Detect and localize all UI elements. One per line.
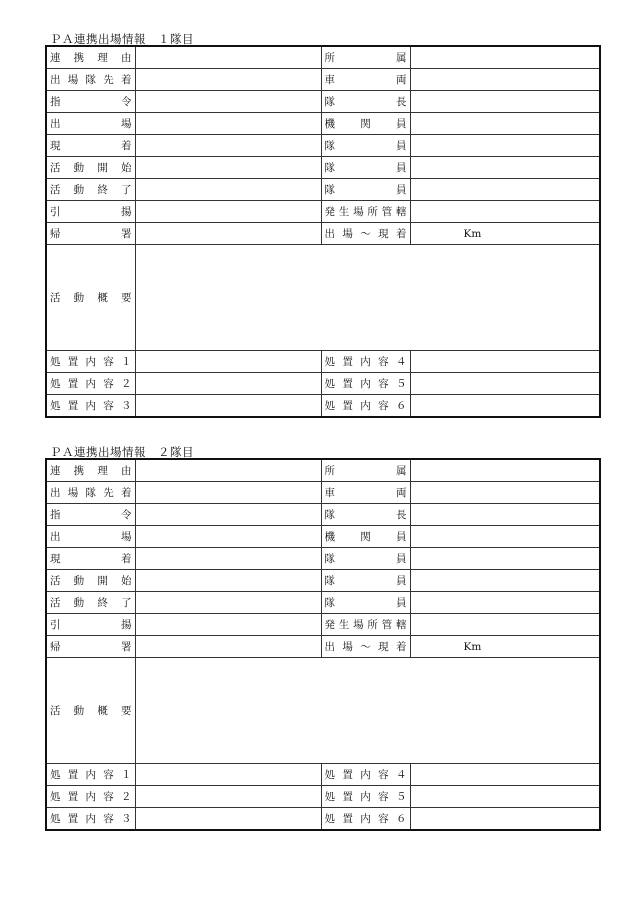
value-field[interactable]	[410, 201, 600, 223]
row-label: 活動終了	[46, 179, 135, 201]
value-field[interactable]	[410, 592, 600, 614]
treatment-row	[46, 764, 600, 786]
treatment-label: 処置内容６	[321, 395, 410, 418]
row-label: 隊員	[321, 179, 410, 201]
value-field[interactable]	[135, 135, 321, 157]
value-field[interactable]	[135, 808, 321, 831]
value-field[interactable]	[135, 459, 321, 482]
value-field[interactable]	[410, 113, 600, 135]
value-field[interactable]	[135, 395, 321, 418]
section-2-form	[45, 458, 601, 831]
distance-unit[interactable]: Km	[410, 636, 600, 658]
summary-label: 活動概要	[46, 658, 135, 764]
treatment-label: 処置内容５	[321, 373, 410, 395]
value-field[interactable]	[135, 157, 321, 179]
value-field[interactable]	[135, 351, 321, 373]
value-field[interactable]	[410, 351, 600, 373]
form-row	[46, 157, 600, 179]
treatment-label: 処置内容４	[321, 351, 410, 373]
form-row	[46, 223, 600, 245]
form-row	[46, 179, 600, 201]
treatment-label: 処置内容６	[321, 808, 410, 831]
treatment-row	[46, 351, 600, 373]
value-field[interactable]	[135, 201, 321, 223]
value-field[interactable]	[135, 46, 321, 69]
row-label: 車両	[321, 482, 410, 504]
treatment-row	[46, 786, 600, 808]
value-field[interactable]	[410, 373, 600, 395]
form-row	[46, 504, 600, 526]
row-label: 所属	[321, 459, 410, 482]
row-label: 出場～現着	[321, 636, 410, 658]
row-label: 帰署	[46, 636, 135, 658]
value-field[interactable]	[135, 113, 321, 135]
value-field[interactable]	[135, 482, 321, 504]
form-row	[46, 636, 600, 658]
value-field[interactable]	[410, 570, 600, 592]
form-row	[46, 459, 600, 482]
row-label: 隊員	[321, 592, 410, 614]
value-field[interactable]	[135, 614, 321, 636]
form-row	[46, 201, 600, 223]
row-label: 発生場所管轄	[321, 201, 410, 223]
treatment-label: 処置内容５	[321, 786, 410, 808]
summary-field[interactable]	[135, 658, 600, 764]
section-2-title: ＰＡ連携出場情報 ２隊目	[50, 445, 194, 459]
row-label: 出場隊先着	[46, 482, 135, 504]
form-row	[46, 69, 600, 91]
row-label: 隊長	[321, 504, 410, 526]
summary-field[interactable]	[135, 245, 600, 351]
row-label: 発生場所管轄	[321, 614, 410, 636]
form-row	[46, 91, 600, 113]
value-field[interactable]	[135, 764, 321, 786]
value-field[interactable]	[135, 504, 321, 526]
value-field[interactable]	[135, 69, 321, 91]
row-label: 引揚	[46, 614, 135, 636]
form-row	[46, 614, 600, 636]
value-field[interactable]	[410, 526, 600, 548]
form-row	[46, 46, 600, 69]
value-field[interactable]	[135, 526, 321, 548]
form-row	[46, 592, 600, 614]
treatment-label: 処置内容３	[46, 395, 135, 418]
value-field[interactable]	[410, 69, 600, 91]
value-field[interactable]	[135, 373, 321, 395]
treatment-label: 処置内容３	[46, 808, 135, 831]
row-label: 所属	[321, 46, 410, 69]
value-field[interactable]	[135, 91, 321, 113]
row-label: 活動開始	[46, 157, 135, 179]
value-field[interactable]	[410, 46, 600, 69]
row-label: 出場	[46, 526, 135, 548]
row-label: 帰署	[46, 223, 135, 245]
treatment-row	[46, 808, 600, 831]
treatment-label: 処置内容１	[46, 351, 135, 373]
row-label: 機関員	[321, 113, 410, 135]
row-label: 現着	[46, 548, 135, 570]
row-label: 車両	[321, 69, 410, 91]
row-label: 隊員	[321, 135, 410, 157]
value-field[interactable]	[135, 786, 321, 808]
value-field[interactable]	[135, 223, 321, 245]
distance-unit[interactable]: Km	[410, 223, 600, 245]
value-field[interactable]	[410, 459, 600, 482]
value-field[interactable]	[135, 179, 321, 201]
row-label: 指令	[46, 504, 135, 526]
row-label: 活動終了	[46, 592, 135, 614]
summary-row	[46, 245, 600, 351]
value-field[interactable]	[410, 135, 600, 157]
value-field[interactable]	[410, 504, 600, 526]
value-field[interactable]	[410, 808, 600, 831]
row-label: 機関員	[321, 526, 410, 548]
section-1-title: ＰＡ連携出場情報 １隊目	[50, 32, 194, 46]
value-field[interactable]	[410, 786, 600, 808]
value-field[interactable]	[410, 179, 600, 201]
row-label: 引揚	[46, 201, 135, 223]
form-row	[46, 570, 600, 592]
row-label: 出場隊先着	[46, 69, 135, 91]
row-label: 活動開始	[46, 570, 135, 592]
row-label: 隊長	[321, 91, 410, 113]
row-label: 隊員	[321, 548, 410, 570]
form-row	[46, 548, 600, 570]
form-row	[46, 526, 600, 548]
value-field[interactable]	[410, 548, 600, 570]
value-field[interactable]	[410, 395, 600, 418]
row-label: 指令	[46, 91, 135, 113]
section-1-form	[45, 45, 601, 418]
row-label: 出場～現着	[321, 223, 410, 245]
row-label: 出場	[46, 113, 135, 135]
value-field[interactable]	[410, 91, 600, 113]
form-row	[46, 135, 600, 157]
row-label: 隊員	[321, 157, 410, 179]
summary-label: 活動概要	[46, 245, 135, 351]
summary-row	[46, 658, 600, 764]
form-row	[46, 482, 600, 504]
value-field[interactable]	[410, 157, 600, 179]
value-field[interactable]	[135, 592, 321, 614]
value-field[interactable]	[410, 764, 600, 786]
form-row	[46, 113, 600, 135]
value-field[interactable]	[135, 570, 321, 592]
treatment-label: 処置内容２	[46, 373, 135, 395]
treatment-row	[46, 373, 600, 395]
treatment-label: 処置内容１	[46, 764, 135, 786]
treatment-label: 処置内容２	[46, 786, 135, 808]
treatment-row	[46, 395, 600, 418]
row-label: 連携理由	[46, 46, 135, 69]
row-label: 現着	[46, 135, 135, 157]
treatment-label: 処置内容４	[321, 764, 410, 786]
value-field[interactable]	[410, 614, 600, 636]
value-field[interactable]	[410, 482, 600, 504]
value-field[interactable]	[135, 636, 321, 658]
value-field[interactable]	[135, 548, 321, 570]
row-label: 連携理由	[46, 459, 135, 482]
row-label: 隊員	[321, 570, 410, 592]
